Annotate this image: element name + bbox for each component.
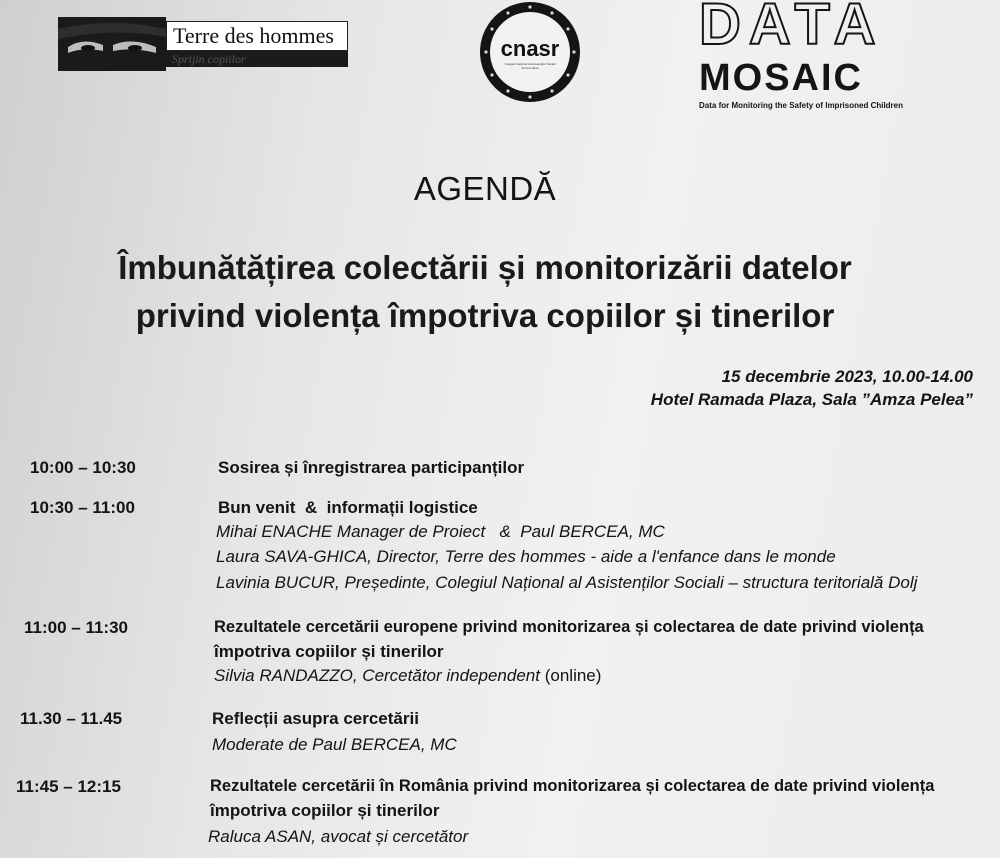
agenda-speaker-name: Silvia RANDAZZO, Cercetător independent xyxy=(214,666,540,685)
page-title: AGENDĂ xyxy=(413,170,557,207)
agenda-speaker-note: (online) xyxy=(544,666,602,685)
child-face-photo-icon xyxy=(58,17,166,71)
agenda-time: 11:45 – 12:15 xyxy=(16,777,121,796)
agenda-time: 11.30 – 11.45 xyxy=(20,709,123,728)
agenda-speaker: Laura SAVA-GHICA, Director, Terre des hommes - aide a l'enfance dans le monde xyxy=(216,547,836,566)
agenda-time: 10:30 – 11:00 xyxy=(30,498,135,517)
agenda-title: Rezultatele cercetării în România privind monitorizarea și colectarea de date privind violența xyxy=(210,777,935,795)
data-mosaic-tagline: Data for Monitoring the Safety of Imprisoned Children xyxy=(699,101,904,110)
cnasr-abbr: cnasr xyxy=(500,36,560,61)
agenda-speaker: Mihai ENACHE Manager de Proiect & Paul BERCEA, MC xyxy=(216,522,665,541)
agenda-speaker: Moderate de Paul BERCEA, MC xyxy=(212,735,457,754)
agenda-title: Bun venit & informații logistice xyxy=(218,498,478,517)
data-mosaic-line2: MOSAIC xyxy=(699,57,863,99)
cnasr-fullname: Colegiul Național al Asistenților Sociali din România xyxy=(504,62,556,70)
event-title-line-1: Îmbunătățirea colectării și monitorizării datelor xyxy=(118,249,852,286)
cnasr-logo xyxy=(474,0,586,106)
agenda-title: împotriva copiilor și tinerilor xyxy=(214,642,444,661)
data-mosaic-logo xyxy=(697,0,922,118)
agenda-speaker: Raluca ASAN, avocat și cercetător xyxy=(208,827,469,846)
event-title-line-2: privind violența împotriva copiilor și tinerilor xyxy=(135,297,835,334)
agenda-title: Sosirea și înregistrarea participanților xyxy=(218,458,525,477)
tdh-tagline: Sprijin copiilor xyxy=(166,51,348,67)
agenda-title: Rezultatele cercetării europene privind monitorizarea și colectarea de date privind violența xyxy=(214,618,924,636)
data-mosaic-line1: DATA xyxy=(699,0,884,57)
agenda-time: 11:00 – 11:30 xyxy=(24,618,128,637)
agenda-title: Reflecții asupra cercetării xyxy=(212,709,419,728)
event-venue: Hotel Ramada Plaza, Sala ”Amza Pelea” xyxy=(650,390,973,409)
terre-des-hommes-logo xyxy=(58,17,348,71)
agenda-speaker: Lavinia BUCUR, Președinte, Colegiul Național al Asistenților Sociali – structura teritorială Dolj xyxy=(216,573,918,592)
event-date: 15 decembrie 2023, 10.00-14.00 xyxy=(721,367,973,386)
tdh-name: Terre des hommes xyxy=(166,21,348,51)
agenda-title: împotriva copiilor și tinerilor xyxy=(210,801,440,820)
agenda-speaker xyxy=(214,666,601,686)
agenda-time: 10:00 – 10:30 xyxy=(30,458,136,477)
